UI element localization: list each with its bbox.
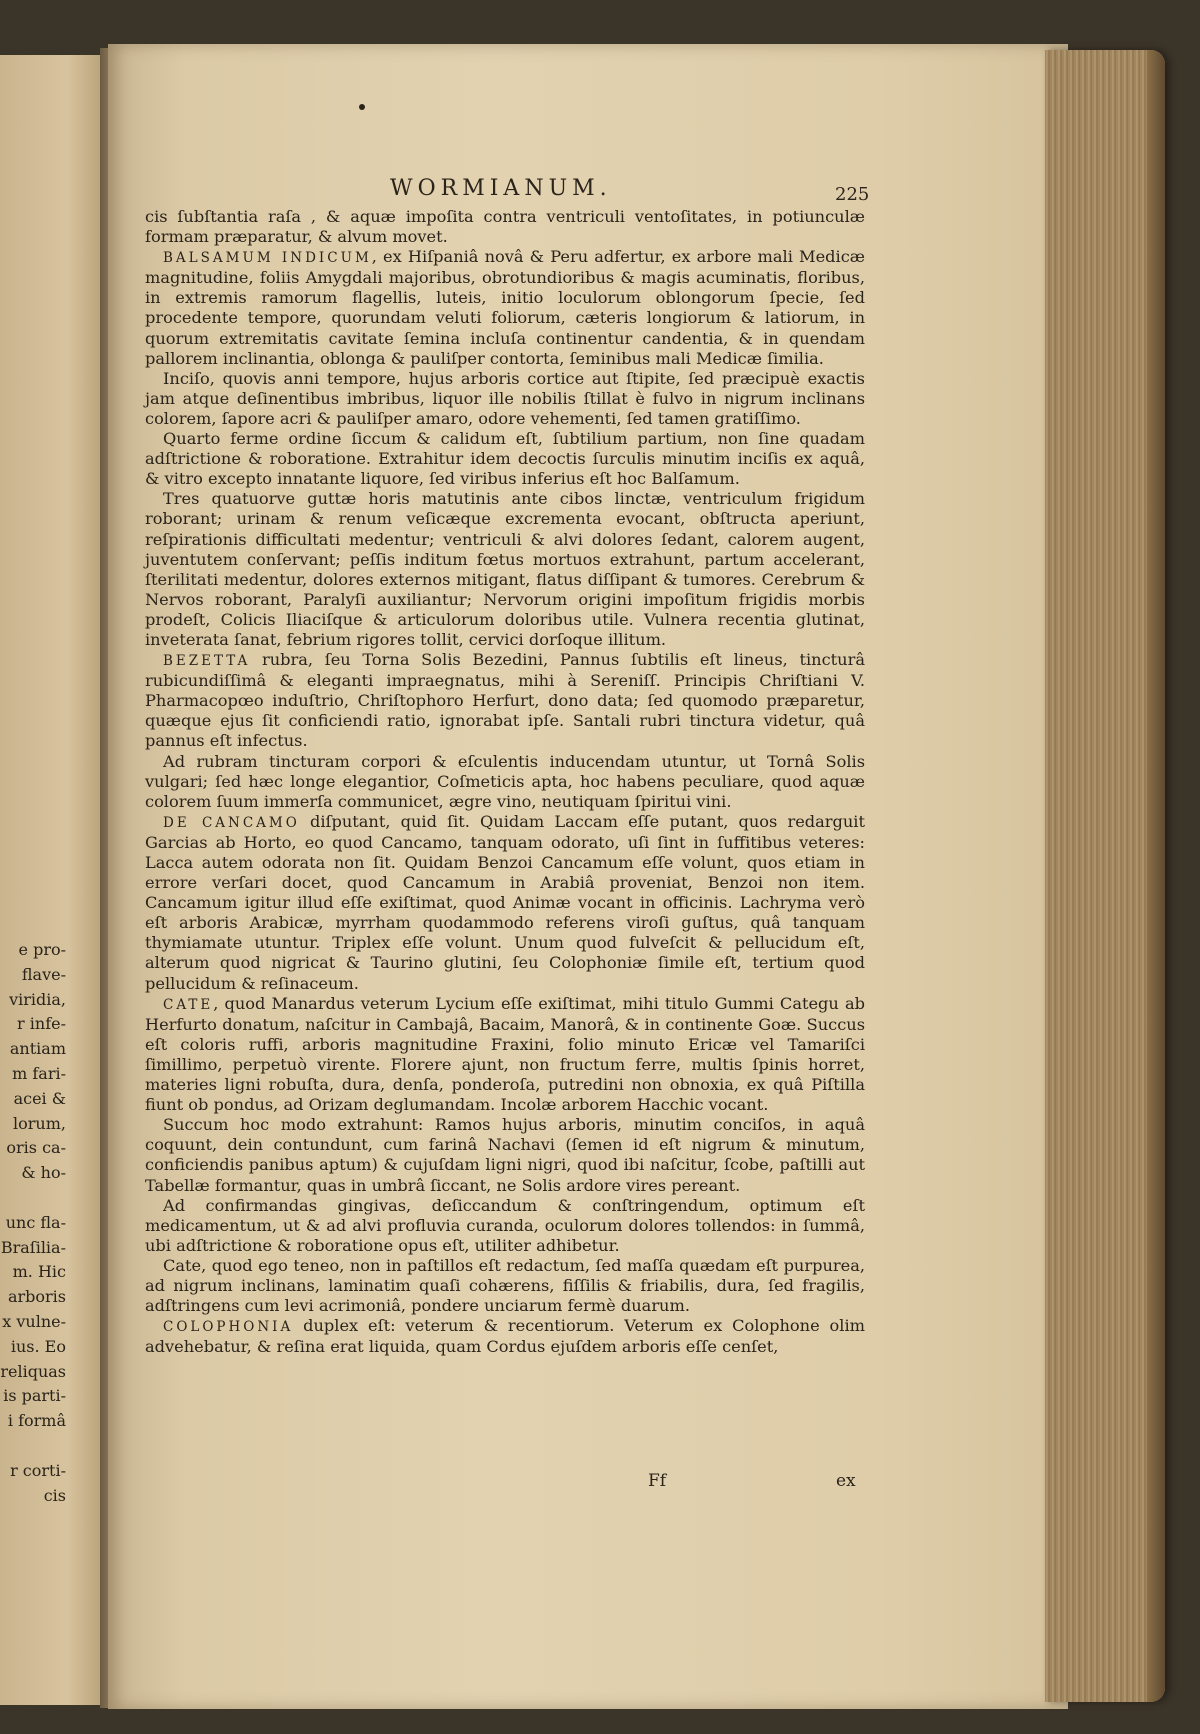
paragraph-text: diſputant, quid ſit. Quidam Laccam eſſe putant, quos redarguit Garcias ab Horto, eo quod Cancamo, tanquam odorato, uſi ſint in ſuffitibus veteres: Lacca autem odorata non ſit. Quidam Benzoi Cancamum eſſe volunt, quos etiam in errore verſari docet, quod Cancamum in Arabiâ proveniat, Benzoi non item. Cancamum igitur illud eſſe exiſtimat, quod Animæ vocant in officinis. Lachryma verò eſt arboris Arabicæ, myrrham quodammodo referens viroſi guſtus, quâ tanquam thymiamate utuntur. Triplex eſſe volunt. Unum quod fulveſcit & pellucidum eſt, alterum quod nigricat & Taurino glutini, ſeu Colophoniæ ſimile eſt, tertium quod pellucidum & reſinaceum. bbox=[145, 811, 865, 993]
left-page-line-fragment: arboris bbox=[7, 1287, 66, 1307]
paragraph-text: rubra, ſeu Torna Solis Bezedini, Pannus ſubtilis eſt lineus, tincturâ rubicundiſſimâ & eleganti impraegnatus, mihi à Sereniſſ. Principis Chriſtiani V. Pharmacopœo induſtrio, Chriſtophoro Herfurt, dono data; ſed quomodo præparetur, quæque ejus ſit conficiendi ratio, ignorabat ipſe. Santali rubri tinctura videtur, quâ pannus eſt infectus. bbox=[145, 650, 865, 751]
paragraph-text: Quarto ferme ordine ſiccum & calidum eſt, ſubtilium partium, non ſine quadam adſtrictione & roboratione. Extrahitur idem decoctis ſurculis minutim inciſis ex aquâ, & vitro excepto innatante liquore, ſed viribus inferius eſt hoc Balſamum. bbox=[145, 429, 865, 489]
left-page-line-fragment: e pro- bbox=[18, 940, 66, 959]
paragraph-text: Tres quatuorve guttæ horis matutinis ante cibos linctæ, ventriculum frigidum roborant; urinam & renum veſicæque excrementa evocant, obſtructa aperiunt, reſpirationis difficultati medentur; ventriculi & alvi dolores ſedant, calorem augent, juventutem conſervant; peſſis inditum fœtus mortuos extrahunt, partum accelerant, ſterilitati medentur, dolores externos mitigant, flatus diſſipant & tumores. Cerebrum & Nervos roborant, Paralyſi auxiliantur; Nervorum origini impoſitum frigidis morbis prodeſt, Colicis Iliaciſque & articulorum doloribus utile. Vulnera recentia glutinat, inveterata ſanat, febrium rigores tollit, cervici dorſoque illitum. bbox=[145, 489, 865, 649]
left-page-line-fragment: & ho- bbox=[21, 1163, 66, 1183]
paragraph bbox=[145, 812, 865, 994]
paragraph-lead-term: CATE bbox=[163, 996, 214, 1013]
paragraph bbox=[145, 1316, 865, 1357]
paragraph bbox=[145, 994, 865, 1116]
paragraph-text: Ad confirmandas gingivas, deſiccandum & conſtringendum, optimum eſt medicamentum, ut & ad alvi profluvia curanda, oculorum dolores tollendos: in ſummâ, ubi adſtrictione & roboratione opus eſt, utiliter adhibetur. bbox=[145, 1195, 865, 1255]
paragraph bbox=[145, 489, 865, 650]
paragraph-text: Inciſo, quovis anni tempore, hujus arboris cortice aut ſtipite, ſed præcipuè exactis jam atque deſinentibus imbribus, liquor ille nobilis ſtillat è fulvo in nigrum inclinans colorem, ſapore acri & pauliſper amaro, odore vehementi, ſed tamen gratiſſimo. bbox=[145, 368, 865, 428]
left-page-line-fragment: lorum, bbox=[13, 1113, 66, 1133]
left-page-line-fragment: m. Hic bbox=[12, 1262, 66, 1282]
paragraph-text: cis ſubſtantia raſa , & aquæ impoſita contra ventriculi ventoſitates, in potiunculæ formam præparatur, & alvum movet. bbox=[145, 207, 865, 247]
left-page-line-fragment: Braſilia- bbox=[0, 1237, 66, 1257]
paragraph bbox=[145, 429, 865, 489]
left-page-line-fragment: reliquas bbox=[0, 1361, 66, 1381]
paragraph bbox=[145, 207, 865, 247]
running-head: WORMIANUM. bbox=[390, 176, 612, 201]
paragraph-text: Cate, quod ego teneo, non in paſtillos eſt redactum, ſed maſſa quædam eſt purpurea, ad nigrum inclinans, laminatim quaſi cohærens, fiſſilis & friabilis, dura, ſed fragilis, adſtringens cum levi acrimoniâ, pondere unciarum fermè duarum. bbox=[145, 1255, 865, 1316]
paragraph bbox=[145, 1115, 865, 1195]
paragraph-text: , ex Hiſpaniâ novâ & Peru adfertur, ex arbore mali Medicæ magnitudine, foliis Amygdali majoribus, obrotundioribus & magis acuminatis, floribus, in extremis ramorum flagellis, luteis, initio loculorum oblongorum ſpecie, ſed procedente tempore, quorundam veluti foliorum, cæteris longiorum & latiorum, in quorum extremitatis cavitate ſemina incluſa continentur candentia, & in quendam pallorem inclinantia, oblonga & pauliſper contorta, ſeminibus mali Medicæ ſimilia. bbox=[145, 247, 866, 368]
paragraph bbox=[145, 247, 865, 369]
paragraph bbox=[145, 1196, 865, 1256]
left-page-line-fragment: unc fla- bbox=[5, 1212, 66, 1232]
paragraph bbox=[145, 369, 865, 429]
paragraph bbox=[145, 650, 865, 751]
left-page-line-fragment: i formâ bbox=[7, 1411, 66, 1431]
left-page-line-fragment: m fari- bbox=[12, 1064, 66, 1083]
left-page bbox=[0, 55, 112, 1705]
paragraph-text: Ad rubram tincturam corpori & eſculentis inducendam utuntur, ut Tornâ Solis vulgari; ſed hæc longe elegantior, Coſmeticis apta, hoc habens peculiare, quod aquæ colorem ſuum immerſa communicet, ægre vino, neutiquam ſpiritui vini. bbox=[145, 751, 865, 811]
left-page-line-fragment: antiam bbox=[9, 1039, 66, 1059]
left-page-line-fragment: cis bbox=[43, 1485, 66, 1505]
paragraph bbox=[145, 752, 865, 812]
page-number: 225 bbox=[835, 184, 870, 205]
left-page-line-fragment: x vulne- bbox=[2, 1312, 66, 1331]
left-page-line-fragment: flave- bbox=[21, 964, 66, 984]
left-page-line-fragment: viridia, bbox=[9, 989, 66, 1009]
left-page-line-fragment: r corti- bbox=[10, 1460, 66, 1480]
paragraph-lead-term: COLOPHONIA bbox=[163, 1319, 294, 1336]
page-block-edge bbox=[1045, 50, 1165, 1702]
paragraph-lead-term: BALSAMUM INDICUM bbox=[163, 250, 372, 267]
left-page-line-fragment: r infe- bbox=[17, 1014, 66, 1034]
signature-mark: Ff bbox=[648, 1471, 667, 1491]
paragraph-text: Succum hoc modo extrahunt: Ramos hujus arboris, minutim conciſos, in aquâ coquunt, dein contundunt, cum farinâ Nachavi (ſemen id eſt nigrum & minutum, conficiendis panibus aptum) & cujuſdam ligni nigri, quod ibi naſcitur, ſcobe, paſtilli aut Tabellæ formantur, quas in umbrâ ſiccant, ne Solis ardore vires pereant. bbox=[145, 1115, 865, 1195]
paragraph-text: , quod Manardus veterum Lycium eſſe exiſtimat, mihi titulo Gummi Categu ab Herfurto donatum, naſcitur in Cambajâ, Bacaim, Manorâ, & in continente Goæ. Succus eſt coloris ruffi, arboris magnitudine Fraxini, folio minuto Ericæ vel Tamariſci ſimillimo, perpetuò virente. Florere ajunt, non fructum ferre, multis ſpinis horret, materies ligni robuſta, dura, denſa, ponderoſa, putredini non obnoxia, ex quâ Piſtilla fiunt ob pondus, ad Orizam deglumandam. Incolæ arborem Hacchic vocant. bbox=[145, 993, 865, 1115]
paragraph bbox=[145, 1256, 865, 1316]
left-page-line-fragment: is parti- bbox=[3, 1386, 66, 1406]
paragraph-lead-term: DE CANCAMO bbox=[163, 814, 300, 831]
ink-spot bbox=[359, 104, 365, 110]
left-page-line-fragment: acei & bbox=[13, 1088, 66, 1108]
left-page-line-fragment: ius. Eo bbox=[10, 1336, 66, 1356]
catchword: ex bbox=[836, 1471, 856, 1491]
body-text bbox=[145, 207, 865, 1357]
paragraph-lead-term: BEZETTA bbox=[163, 653, 251, 670]
left-page-line-fragment: oris ca- bbox=[6, 1138, 66, 1158]
paragraph-text: duplex eſt: veterum & recentiorum. Veterum ex Colophone olim advehebatur, & reſina erat liquida, quam Cordus ejuſdem arboris eſſe cenſet, bbox=[145, 1316, 865, 1357]
